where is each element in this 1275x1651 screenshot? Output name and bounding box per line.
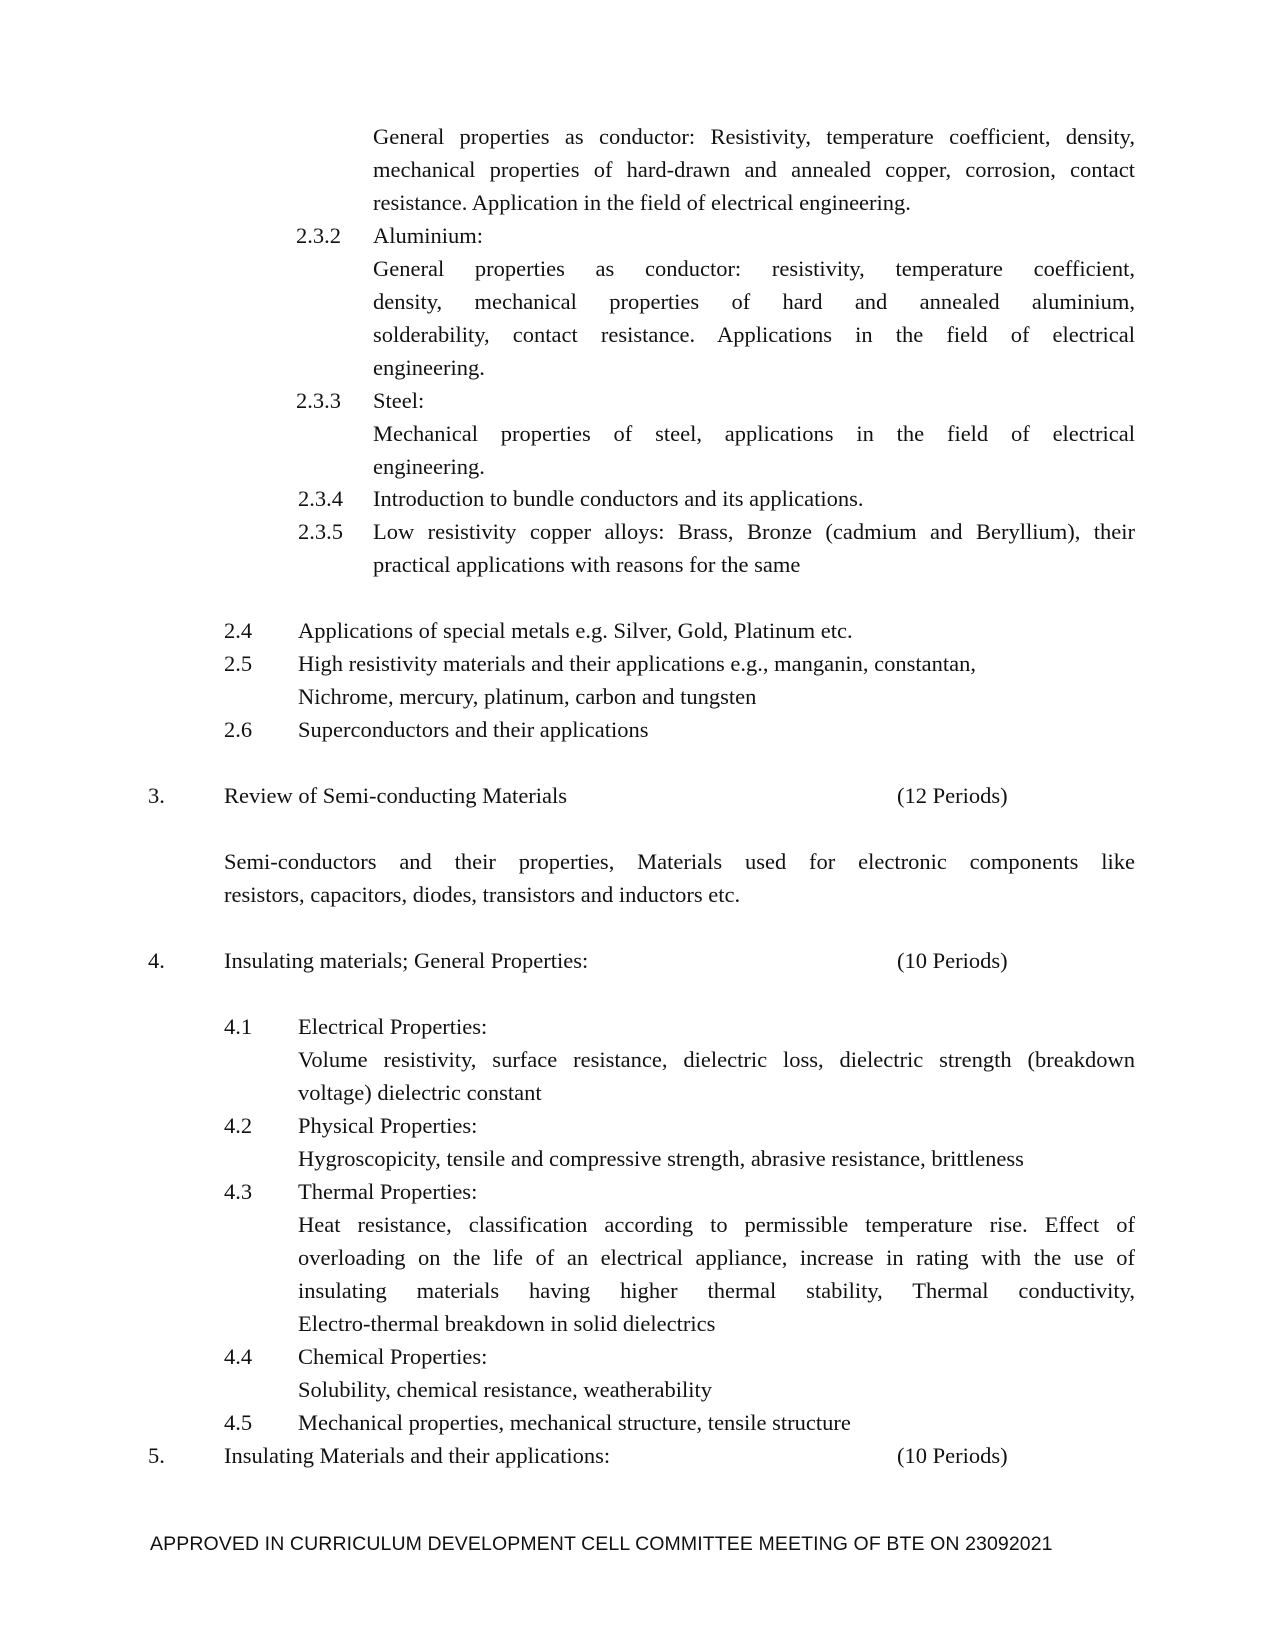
intro-paragraph <box>373 120 1135 219</box>
section-periods: (10 Periods) <box>897 1443 1008 1468</box>
section-number: 3. <box>148 783 165 808</box>
text-line: voltage) dielectric constant <box>298 1080 542 1105</box>
item-number: 4.3 <box>224 1179 253 1204</box>
item-number: 2.3.3 <box>296 388 341 413</box>
text-line: insulating materials having higher thermal stability, Thermal conductivity, <box>298 1278 1135 1303</box>
section-number: 5. <box>148 1443 165 1468</box>
text-line: Nichrome, mercury, platinum, carbon and tungsten <box>298 684 757 709</box>
text-line: solderability, contact resistance. Applications in the field of electrical <box>373 322 1135 347</box>
item-text: Superconductors and their applications <box>298 717 649 742</box>
section-periods: (10 Periods) <box>897 948 1008 973</box>
item-paragraph <box>298 1208 1135 1340</box>
item-number: 4.1 <box>224 1014 253 1039</box>
text-line: Semi-conductors and their properties, Materials used for electronic components like <box>224 849 1135 874</box>
text-line: Electro-thermal breakdown in solid dielectrics <box>298 1311 716 1336</box>
text-line: overloading on the life of an electrical appliance, increase in rating with the use of <box>298 1245 1135 1270</box>
text-line: Volume resistivity, surface resistance, dielectric loss, dielectric strength (breakdown <box>298 1047 1135 1072</box>
text-line: engineering. <box>373 355 485 380</box>
item-number: 2.3.5 <box>298 519 343 544</box>
section-title: Insulating Materials and their applications: <box>224 1443 611 1468</box>
text-line: Low resistivity copper alloys: Brass, Bronze (cadmium and Beryllium), their <box>373 519 1135 544</box>
item-title: Chemical Properties: <box>298 1344 488 1369</box>
item-paragraph <box>298 1043 1135 1109</box>
text-line: Solubility, chemical resistance, weatherability <box>298 1377 713 1402</box>
text-line: practical applications with reasons for the same <box>373 552 801 577</box>
text-line: General properties as conductor: Resistivity, temperature coefficient, density, <box>373 124 1135 149</box>
page-footer: APPROVED IN CURRICULUM DEVELOPMENT CELL COMMITTEE MEETING OF BTE ON 23092021 <box>150 1533 1053 1555</box>
text-line: resistance. Application in the field of electrical engineering. <box>373 190 911 215</box>
text-line: Hygroscopicity, tensile and compressive strength, abrasive resistance, brittleness <box>298 1146 1024 1171</box>
text-line: mechanical properties of hard-drawn and annealed copper, corrosion, contact <box>373 157 1135 182</box>
item-paragraph <box>373 515 1135 581</box>
text-line: Heat resistance, classification according to permissible temperature rise. Effect of <box>298 1212 1135 1237</box>
section-title: Review of Semi-conducting Materials <box>224 783 568 808</box>
section-number: 4. <box>148 948 165 973</box>
text-line: engineering. <box>373 454 485 479</box>
item-number: 4.5 <box>224 1410 253 1435</box>
item-number: 2.5 <box>224 651 253 676</box>
section-paragraph <box>224 845 1135 911</box>
item-title: Aluminium: <box>373 223 484 248</box>
item-title: Physical Properties: <box>298 1113 478 1138</box>
section-title: Insulating materials; General Properties: <box>224 948 589 973</box>
item-text: Introduction to bundle conductors and its applications. <box>373 486 864 511</box>
item-number: 2.3.2 <box>296 223 341 248</box>
item-number: 2.4 <box>224 618 253 643</box>
item-number: 4.4 <box>224 1344 253 1369</box>
section-periods: (12 Periods) <box>897 783 1008 808</box>
item-paragraph <box>373 417 1135 483</box>
text-line: Mechanical properties of steel, applications in the field of electrical <box>373 421 1135 446</box>
item-paragraph <box>373 252 1135 384</box>
item-title: Electrical Properties: <box>298 1014 488 1039</box>
text-line: density, mechanical properties of hard and annealed aluminium, <box>373 289 1135 314</box>
item-text: Mechanical properties, mechanical structure, tensile structure <box>298 1410 851 1435</box>
text-line: General properties as conductor: resistivity, temperature coefficient, <box>373 256 1135 281</box>
item-number: 4.2 <box>224 1113 253 1138</box>
text-line: High resistivity materials and their applications e.g., manganin, constantan, <box>298 651 976 676</box>
item-title: Steel: <box>373 388 425 413</box>
text-line: resistors, capacitors, diodes, transistors and inductors etc. <box>224 882 741 907</box>
item-number: 2.3.4 <box>298 486 343 511</box>
item-number: 2.6 <box>224 717 253 742</box>
item-title: Thermal Properties: <box>298 1179 478 1204</box>
item-text: Applications of special metals e.g. Silver, Gold, Platinum etc. <box>298 618 853 643</box>
